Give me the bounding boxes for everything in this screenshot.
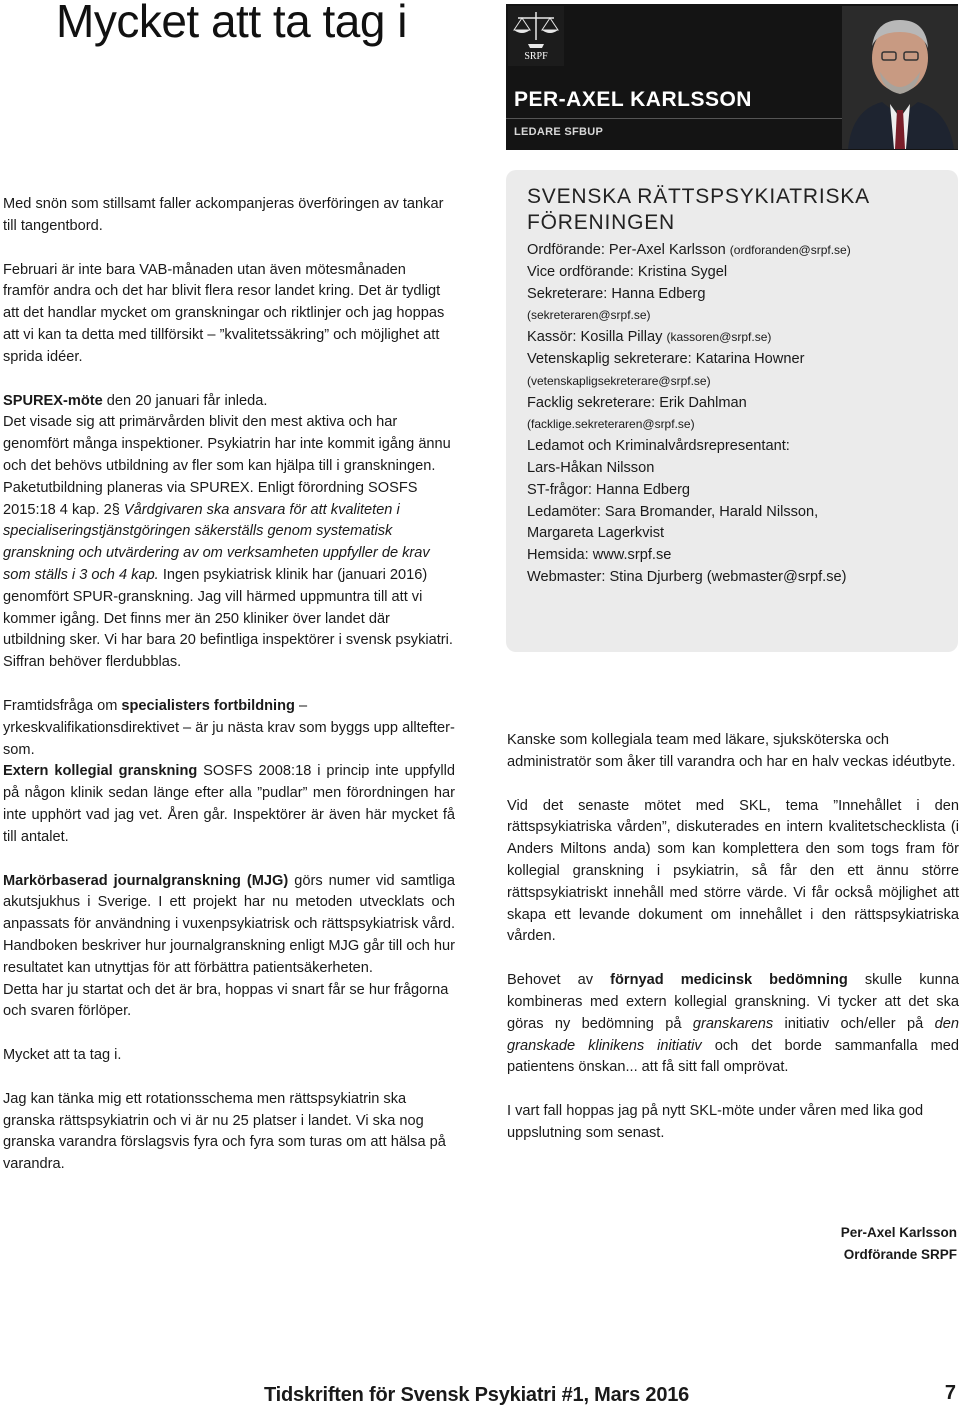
board-chair: Ordförande: Per-Axel Karlsson (ordforanden@srpf.se) <box>527 242 851 258</box>
board-members: Ledamöter: Sara Bromander, Harald Nilsson, <box>527 503 819 520</box>
paragraph: Med snön som stillsamt faller ackompanjeras överföringen av tankar till tangentbord. <box>3 196 444 234</box>
board-members-cont: Margareta Lagerkvist <box>527 525 665 542</box>
paragraph: SPUREX-möte den 20 januari får inleda. <box>3 392 268 409</box>
board-prof-secretary: Facklig sekreterare: Erik Dahlman <box>527 394 747 411</box>
association-title: SVENSKA RÄTTSPSYKIATRISKA FÖRENINGEN <box>527 185 870 234</box>
header-divider <box>506 118 842 119</box>
signature-name: Per-Axel Karlsson <box>840 1225 957 1240</box>
paragraph: Markörbaserad journalgranskning (MJG) görs numer vid samtliga akutsjukhus i Sverige. I ett projekt har nu metoden utvecklats och anpassats för användning i vuxenpsykiatrisk och rättspsykiatrisk vård. Handboken beskriver hur journalgranskning enligt MJG går till och hur resultatet kan utnyttjas för att förbättra patientsäkerheten. <box>3 872 455 976</box>
paragraph: Vid det senaste mötet med SKL, tema ”Innehållet i den rättspsykiatriska vården”, diskuterades en intern kvalitetschecklista (i Anders Miltons anda) som kan komplettera den som togs fram för kollegial granskning i psykiatrin, så får den ett ännu större rättspsykiatriskt innehåll med större värde. Vi får också möjlighet att skapa ett levande dokument om innehållet i den rättspsykiatriska vården. <box>507 797 959 945</box>
right-column <box>507 730 959 1145</box>
board-prof-email: (facklige.sekreteraren@srpf.se) <box>527 417 695 432</box>
paragraph: Det visade sig att primärvården blivit den mest aktiva och har genomfört många inspektioner. Psykiatrin har inte kommit igång ännu och det behövs utbildning av fler som kan hjälpa till i granskningen. Paketutbildning planeras via SPUREX. Enligt förordning SOSFS 2015:18 4 kap. 2§ Vårdgivaren ska ansvara för att kvaliteten i specialiseringstjänstgöringen säkerställs genom systematisk granskning och utvärdering av om verksamheten uppfyller de krav som ställs i 3 och 4 kap. Ingen psykiatrisk klinik har (januari 2016) genomfört SPUR-granskning. Jag vill härmed uppmuntra till att vi kommer igång. Det finns mer än 250 kliniker över landet där utbildning sker. Vi har bara 20 befintliga inspektörer i svensk psykiatri. Siffran behöver flerdubblas. <box>3 414 453 671</box>
homepage[interactable]: Hemsida: www.srpf.se <box>527 547 672 564</box>
left-column <box>3 194 455 1176</box>
paragraph: Extern kollegial granskning SOSFS 2008:18 i princip inte uppfylld på någon klinik sedan länge efter alla ”pudlar” men förordningen har inte upphört vad jag vet. Åren går. Inspektörer är även här mycket få till antalet. <box>3 763 455 845</box>
board-treasurer: Kassör: Kosilla Pillay (kassoren@srpf.se) <box>527 329 772 346</box>
page-title: Mycket att ta tag i <box>56 0 407 47</box>
board-member-krim: Ledamot och Kriminalvårdsrepresentant: <box>527 438 790 455</box>
paragraph: I vart fall hoppas jag på nytt SKL-möte under våren med lika god uppslutning som senast. <box>507 1103 924 1141</box>
paragraph: Mycket att ta tag i. <box>3 1047 122 1064</box>
paragraph: Kanske som kollegiala team med läkare, sjuksköterska och administratör som åker till varandra och har en halv veckas idéutbyte. <box>507 732 956 770</box>
paragraph: Framtidsfråga om specialisters fortbildning – yrkeskvalifikationsdirektivet – är ju nästa krav som byggs upp allteftersom. <box>3 697 455 758</box>
paragraph: Behovet av förnyad medicinsk bedömning skulle kunna kombineras med extern kollegial granskning. Vi tycker att det ska göras ny bedömning på granskarens initiativ och/eller på den granskade klinikens initiativ och det borde sammanfalla med patientens önskan... att få sitt fall omprövat. <box>507 972 959 1076</box>
signature <box>841 1222 957 1266</box>
footer-journal: Tidskriften för Svensk Psykiatri #1, Mars 2016 <box>264 1384 690 1406</box>
svg-text:SRPF: SRPF <box>524 51 548 62</box>
author-portrait <box>842 6 958 149</box>
board-sci-secretary: Vetenskaplig sekreterare: Katarina Howner <box>527 350 805 367</box>
board-secretary: Sekreterare: Hanna Edberg <box>527 285 706 302</box>
paragraph: Februari är inte bara VAB-månaden utan även mötesmånaden framför andra och det har blivit flera resor landet kring. Det är tydligt att det handlar mycket om granskningar och riktlinjer och jag hoppas att vi kan ta detta med tillförsikt – ”kvalitetssäkring” och möjlighet att sprida idéer. <box>3 261 445 365</box>
srpf-logo <box>508 6 564 66</box>
board-member-krim-name: Lars-Håkan Nilsson <box>527 459 655 476</box>
header-role: LEDARE SFBUP <box>514 126 604 138</box>
association-info <box>527 184 947 589</box>
page-number: 7 <box>944 1382 956 1404</box>
board-secretary-email: (sekreteraren@srpf.se) <box>527 308 651 323</box>
board-vice: Vice ordförande: Kristina Sygel <box>527 263 728 280</box>
board-st: ST-frågor: Hanna Edberg <box>527 481 691 498</box>
paragraph: Jag kan tänka mig ett rotationsschema men rättspsykiatrin ska granska rättspsykiatrin och vi är nu 25 platser i landet. Vi ska nog granska varandra förslagsvis fyra och fyra som turas om att hälsa på varandra. <box>3 1090 446 1173</box>
header-name: PER-AXEL KARLSSON <box>514 88 752 111</box>
board-sci-email: (vetenskapligsekreterare@srpf.se) <box>527 373 711 388</box>
signature-role: Ordförande SRPF <box>843 1247 957 1262</box>
paragraph: Detta har ju startat och det är bra, hoppas vi snart får se hur frågorna och svaren förlöper. <box>3 981 449 1020</box>
webmaster: Webmaster: Stina Djurberg (webmaster@srpf.se) <box>527 568 847 585</box>
